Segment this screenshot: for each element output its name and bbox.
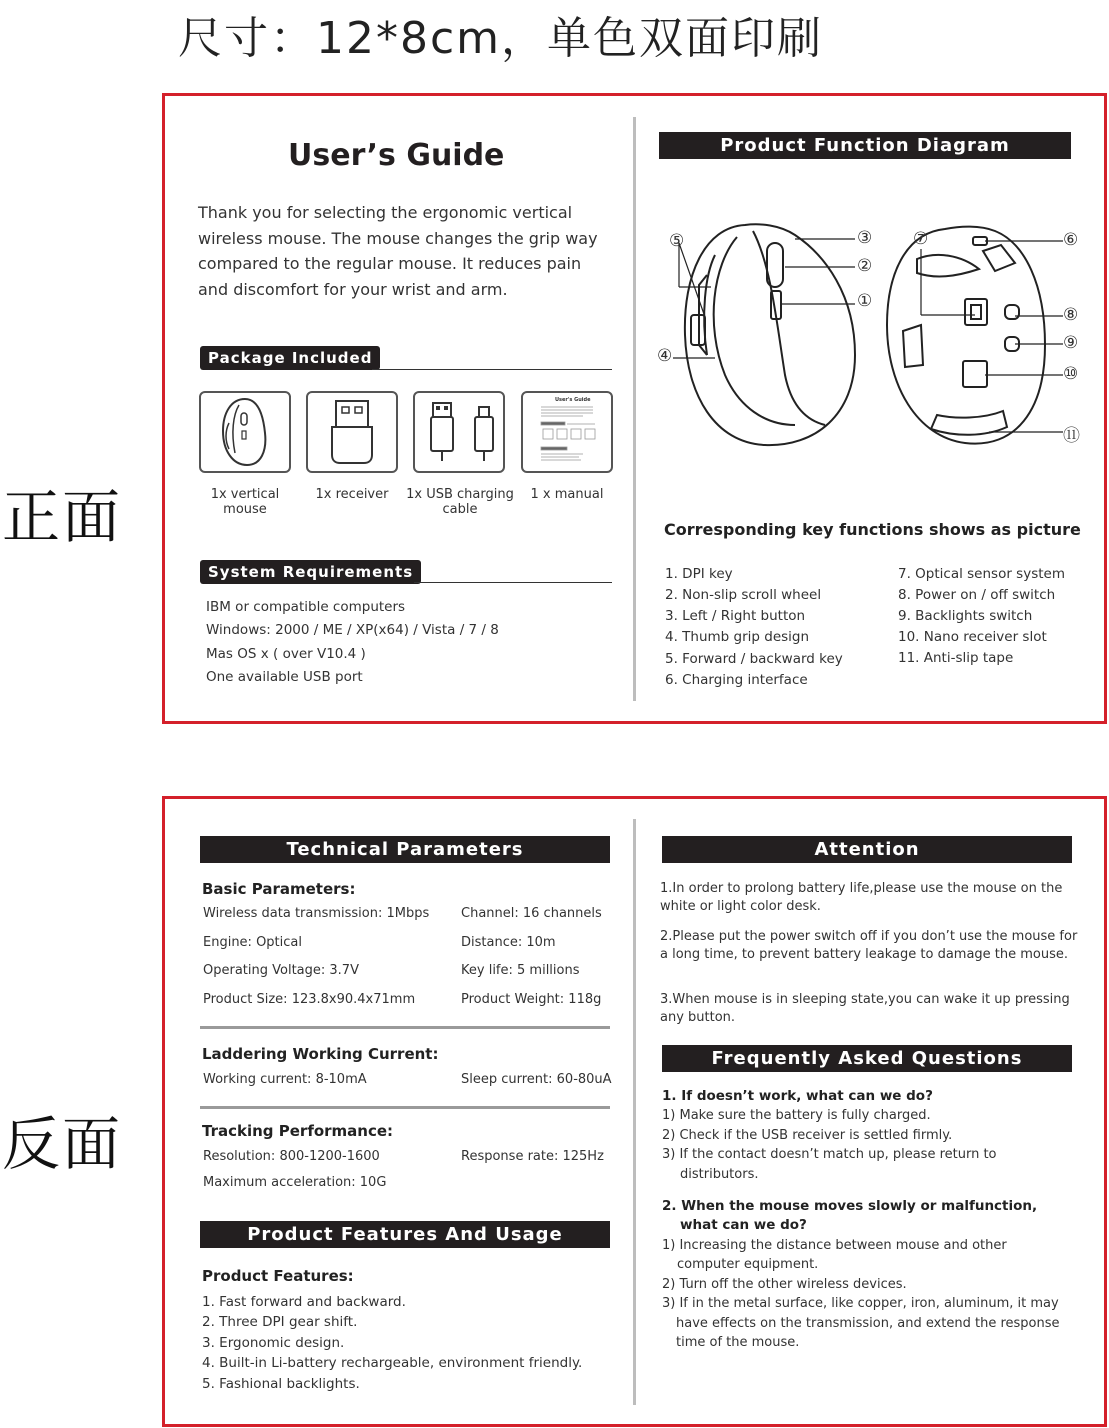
system-line: Mas OS x ( over V10.4 ): [206, 646, 366, 662]
mouse-diagram: [655, 215, 1085, 460]
basic-param: Product Size: 123.8x90.4x71mm: [203, 992, 416, 1007]
package-label-cable: 1x USB charging cable: [406, 487, 514, 517]
callout-9: ⑨: [1063, 333, 1079, 353]
basic-param: Key life: 5 millions: [461, 963, 580, 978]
back-divider: [633, 819, 636, 1405]
diagram-heading: Product Function Diagram: [659, 132, 1071, 159]
manual-thumb-title: User's Guide: [555, 397, 591, 403]
faq-answer: 2) Turn off the other wireless devices.: [662, 1277, 907, 1292]
system-line: Windows: 2000 / ME / XP(x64) / Vista / 7 / 8: [206, 622, 499, 638]
feature-item: 1. Fast forward and backward.: [202, 1294, 406, 1310]
basic-param: Operating Voltage: 3.7V: [203, 963, 359, 978]
feature-item: 5. Fashional backlights.: [202, 1376, 360, 1392]
faq-answer: computer equipment.: [677, 1257, 819, 1272]
faq-answer: time of the mouse.: [676, 1335, 800, 1350]
tracking-heading: Tracking Performance:: [202, 1122, 394, 1140]
system-line: IBM or compatible computers: [206, 599, 406, 615]
feature-item: 2. Three DPI gear shift.: [202, 1314, 358, 1330]
attention-item: 1.In order to prolong battery life,please use the mouse on the white or light color desk.: [660, 881, 1063, 914]
basic-param: Wireless data transmission: 1Mbps: [203, 906, 430, 921]
faq-answer: 1) Make sure the battery is fully charged.: [662, 1108, 931, 1123]
section-divider: [200, 1106, 610, 1109]
attention-item: 3.When mouse is in sleeping state,you can wake it up pressing any button.: [660, 992, 1070, 1025]
feature-item: 4. Built-in Li-battery rechargeable, environment friendly.: [202, 1355, 583, 1371]
faq-answer: 3) If the contact doesn’t match up, please return to: [662, 1147, 997, 1162]
callout-1: ①: [857, 291, 873, 311]
tracking-param: Response rate: 125Hz: [461, 1149, 604, 1164]
basic-param: Engine: Optical: [203, 935, 302, 950]
package-receiver-box: [306, 391, 398, 473]
function-item: 2. Non-slip scroll wheel: [665, 587, 822, 603]
callout-6: ⑥: [1063, 230, 1079, 250]
function-item: 3. Left / Right button: [665, 608, 806, 624]
basic-param: Channel: 16 channels: [461, 906, 602, 921]
function-item: 11. Anti-slip tape: [898, 650, 1014, 666]
function-item: 7. Optical sensor system: [898, 566, 1065, 582]
features-subheading: Product Features:: [202, 1267, 354, 1285]
basic-param: Product Weight: 118g: [461, 992, 602, 1007]
system-line: One available USB port: [206, 669, 363, 685]
feature-item: 3. Ergonomic design.: [202, 1335, 345, 1351]
package-cable-box: [413, 391, 505, 473]
basic-heading: Basic Parameters:: [202, 880, 356, 898]
package-rule: [372, 369, 612, 370]
package-mouse-box: [199, 391, 291, 473]
faq-question: 1. If doesn’t work, what can we do?: [662, 1088, 933, 1104]
faq-question: what can we do?: [680, 1217, 807, 1233]
current-param: Working current: 8-10mA: [203, 1072, 367, 1087]
callout-8: ⑧: [1063, 305, 1079, 325]
tracking-param: Resolution: 800-1200-1600: [203, 1149, 380, 1164]
tech-heading: Technical Parameters: [200, 836, 610, 863]
attention-item: 2.Please put the power switch off if you don’t use the mouse for a long time, to prevent battery leakage to damage the mouse.: [660, 929, 1078, 962]
intro-text: Thank you for selecting the ergonomic vertical wireless mouse. The mouse changes the grip way compared to the regular mouse. It reduces pain and discomfort for your wrist and arm.: [198, 203, 598, 299]
faq-answer: 3) If in the metal surface, like copper, iron, aluminum, it may: [662, 1296, 1059, 1311]
page-title: 尺寸：12*8cm，单色双面印刷: [178, 13, 824, 64]
callout-10: ⑩: [1063, 364, 1079, 384]
tracking-param: Maximum acceleration: 10G: [203, 1175, 387, 1190]
basic-param: Distance: 10m: [461, 935, 556, 950]
back-side-label: 反面: [2, 1110, 123, 1178]
faq-answer: have effects on the transmission, and extend the response: [676, 1316, 1060, 1331]
system-heading: System Requirements: [200, 560, 421, 584]
function-item: 1. DPI key: [665, 566, 733, 582]
attention-heading: Attention: [662, 836, 1072, 863]
function-item: 4. Thumb grip design: [665, 629, 810, 645]
guide-title: User’s Guide: [288, 138, 505, 173]
system-rule: [414, 582, 612, 583]
faq-question: 2. When the mouse moves slowly or malfunction,: [662, 1198, 1038, 1214]
callout-7: ⑦: [913, 229, 929, 249]
package-label-mouse: 1x vertical mouse: [210, 487, 280, 517]
package-label-receiver: 1x receiver: [315, 487, 389, 502]
function-item: 6. Charging interface: [665, 672, 808, 688]
package-heading: Package Included: [200, 346, 380, 370]
receiver-icon: [308, 393, 396, 471]
diagram-caption: Corresponding key functions shows as picture: [664, 520, 1081, 539]
current-param: Sleep current: 60-80uA: [461, 1072, 612, 1087]
section-divider: [200, 1026, 610, 1029]
callout-4: ④: [657, 346, 673, 366]
faq-answer: 1) Increasing the distance between mouse and other: [662, 1238, 1007, 1253]
features-heading: Product Features And Usage: [200, 1221, 610, 1248]
front-divider: [633, 117, 636, 701]
callout-3: ③: [857, 228, 873, 248]
function-item: 5. Forward / backward key: [665, 651, 843, 667]
callout-11: ⑪: [1063, 426, 1080, 446]
faq-answer: distributors.: [680, 1167, 759, 1182]
current-heading: Laddering Working Current:: [202, 1045, 439, 1063]
faq-heading: Frequently Asked Questions: [662, 1045, 1072, 1072]
callout-2: ②: [857, 256, 873, 276]
callout-5: ⑤: [669, 231, 685, 251]
package-manual-box: [521, 391, 613, 473]
manual-thumb-icon: [523, 393, 611, 471]
front-side-label: 正面: [2, 483, 123, 551]
faq-answer: 2) Check if the USB receiver is settled firmly.: [662, 1128, 953, 1143]
mouse-thumb-icon: [201, 393, 289, 471]
usb-cable-icon: [415, 393, 503, 471]
function-item: 9. Backlights switch: [898, 608, 1033, 624]
function-item: 8. Power on / off switch: [898, 587, 1056, 603]
function-item: 10. Nano receiver slot: [898, 629, 1047, 645]
package-label-manual: 1 x manual: [530, 487, 604, 502]
